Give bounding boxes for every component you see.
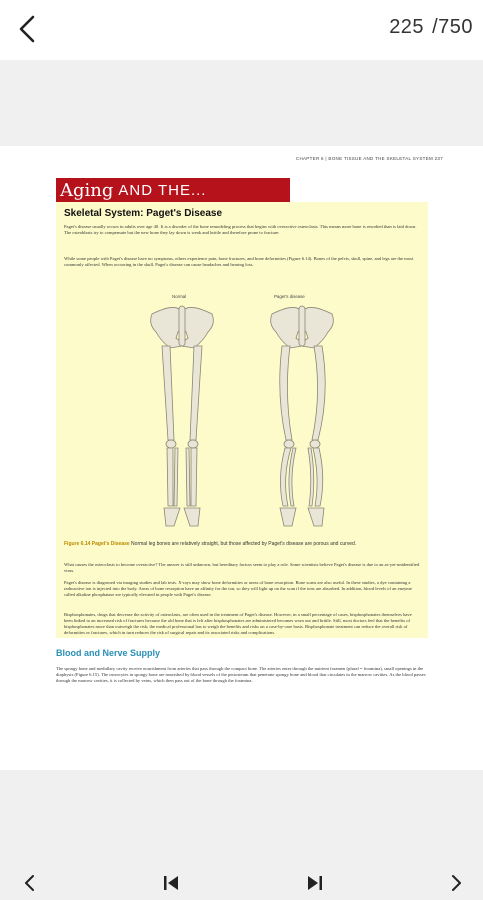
paragraph: While some people with Paget's disease have no symptoms, others experience pain, bone fractures, and bone deformities (Figure 6.14). Bones of the pelvis, skull, spine, and legs are the most commonly affected. When occurring in the skull, Paget's disease can cause headaches and hearing loss.: [64, 256, 414, 267]
chevron-left-icon: [18, 15, 36, 43]
aging-banner: [56, 178, 290, 202]
section-heading: Blood and Nerve Supply: [56, 648, 161, 658]
caption-head: Figure 6.14 Paget's Disease: [64, 541, 130, 547]
paragraph: What causes the osteoclasts to become overactive? The answer is still unknown, but hereditary factors seem to play a role. Some scientists believe Paget's disease is due to an as-yet-unidentified virus.: [64, 562, 420, 573]
chevron-right-icon: [451, 874, 463, 892]
banner-and-the: AND THE...: [118, 181, 207, 199]
next-page-button[interactable]: [442, 870, 472, 896]
normal-leg-bones: [151, 306, 214, 526]
current-page: 225: [389, 16, 425, 38]
paragraph: Bisphosphonates, drugs that decrease the activity of osteoclasts, are often used in the treatment of Paget's disease. However, in a small percentage of cases, bisphosphonates themselves have been linked to an increased risk of fractures because the old bone that is left after bisphosphonates are administered becomes worn out and brittle. Still, most doctors feel that the benefits of bisphosphonates more than outweigh the risk; the medical professional has to weigh the benefits and risks on a case-by-case basis. Bisphosphonate treatment can reduce the overall risk of deformities or fractures, which in turn reduces the risk of surgical repair and its associated risks and complications.: [64, 612, 412, 635]
figure-caption: [64, 541, 420, 548]
previous-page-button[interactable]: [14, 870, 44, 896]
first-page-button[interactable]: [156, 870, 186, 896]
page-gap-bottom: [0, 770, 483, 900]
section-paragraph: The spongy bone and medullary cavity receive nourishment from arteries that pass through the compact bone. The arteries enter through the nutrient foramen (plural = foramina), small openings in the diaphysis (Figure 6.15). The osteocytes in spongy bone are nourished by blood vessels of the periosteum that penetrate spongy bone and blood that circulates in the marrow cavities. As the blood passes through the marrow cavities, it is collected by veins, which then pass out of the bone through the foramina.: [56, 666, 426, 683]
skip-to-start-icon: [162, 874, 180, 892]
running-head: CHAPTER 6 | BONE TISSUE AND THE SKELETAL SYSTEM 237: [295, 156, 443, 161]
last-page-button[interactable]: [300, 870, 330, 896]
feature-box: [56, 202, 428, 638]
banner-aging: Aging: [60, 179, 114, 201]
leg-bones-figure: [56, 298, 428, 538]
paget-leg-bones: [271, 306, 334, 526]
back-button[interactable]: [12, 12, 42, 46]
figure-label-normal: Normal: [172, 294, 187, 299]
top-bar: [0, 0, 483, 60]
page-gap-top: [0, 60, 483, 146]
caption-body: Normal leg bones are relatively straight, but those affected by Paget's disease are porous and curved.: [129, 541, 357, 547]
paragraph: Paget's disease usually occurs in adults over age 40. It is a disorder of the bone remodeling process that begins with overactive osteoclasts. This means more bone is resorbed than is laid down. The osteoblasts try to compensate but the new bone they lay down is weak and brittle and therefore prone to fracture.: [64, 224, 417, 235]
page-counter: [389, 16, 473, 39]
figure-label-paget: Paget's disease: [274, 294, 305, 299]
chevron-left-icon: [23, 874, 35, 892]
total-pages: /750: [432, 16, 473, 38]
book-page[interactable]: [0, 146, 483, 770]
box-title: Skeletal System: Paget's Disease: [64, 208, 223, 219]
skip-to-end-icon: [306, 874, 324, 892]
paragraph: Paget's disease is diagnosed via imaging studies and lab tests. X-rays may show bone deformities or areas of bone resorption. Bone scans are also useful. In these studies, a dye containing a radioactive ion is injected into the body. Areas of bone resorption have an affinity for the ion, so they will light up on the scan if the ions are absorbed. In addition, blood levels of an enzyme called alkaline phosphatase are typically elevated in people with Paget's disease.: [64, 580, 412, 597]
